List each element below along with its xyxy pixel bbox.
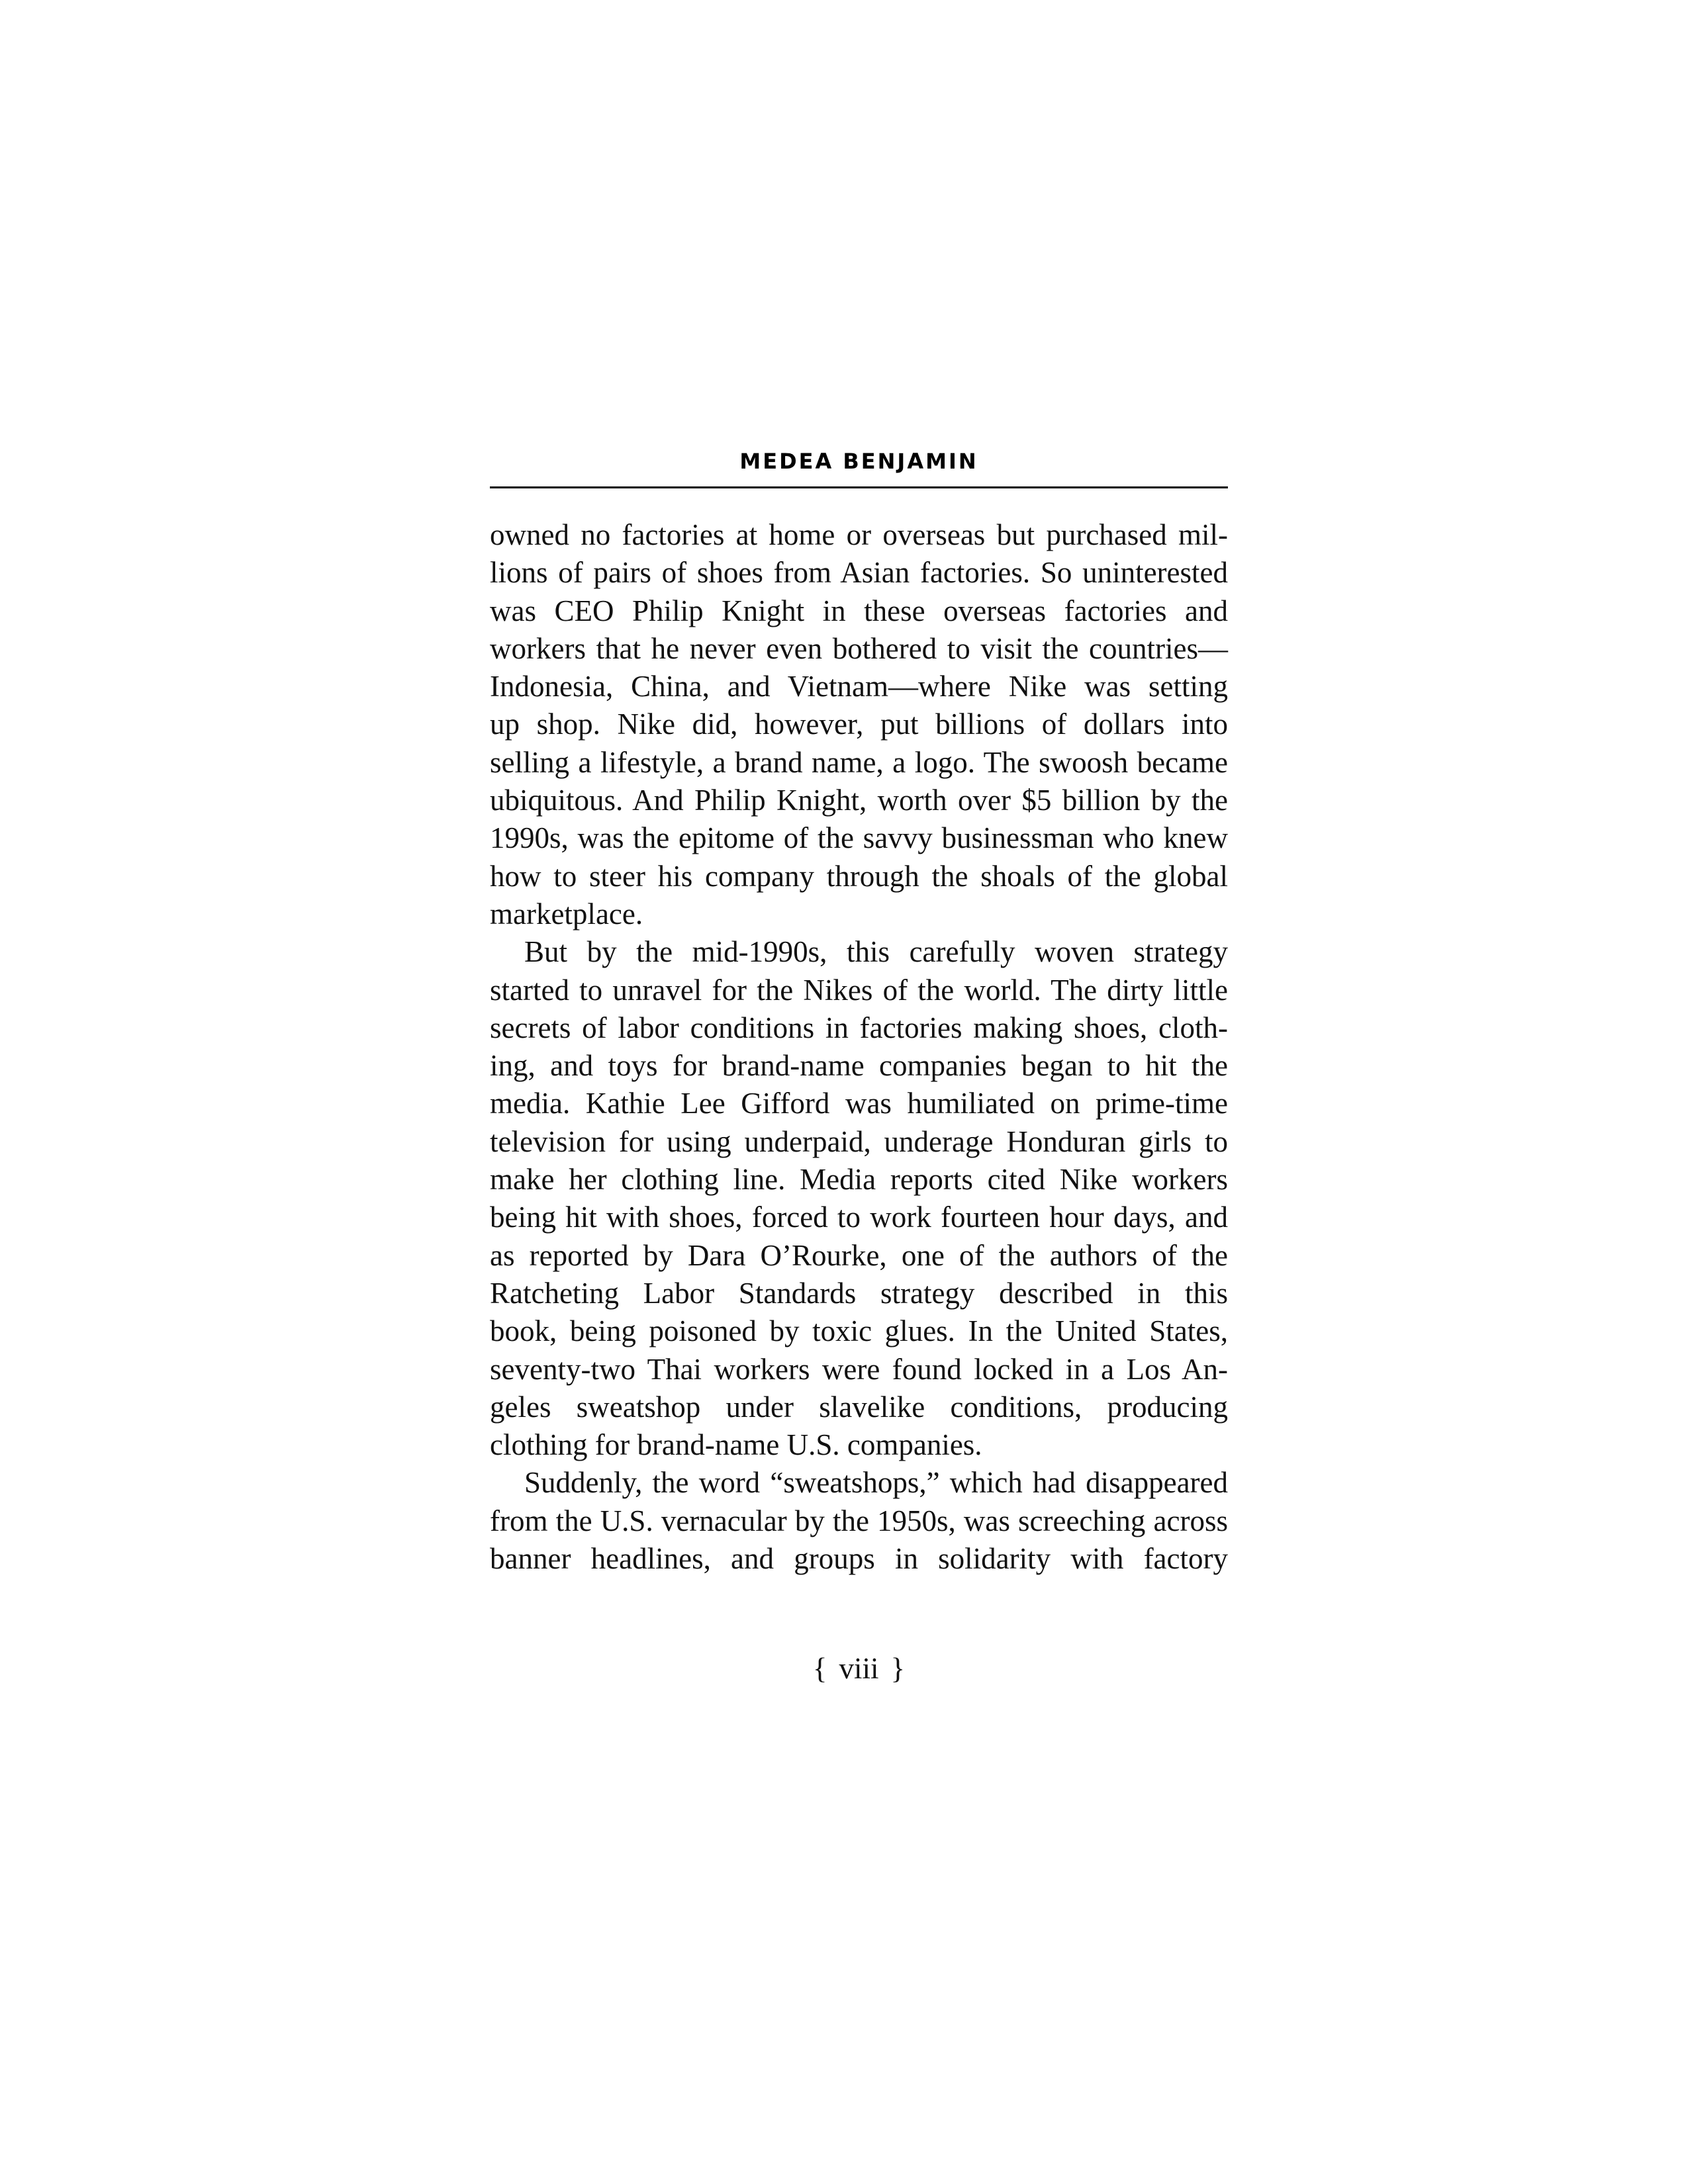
- text-line: was CEO Philip Knight in these overseas factories and: [490, 594, 1228, 627]
- paragraph: [490, 1464, 1228, 1578]
- folio-open-brace: {: [812, 1652, 827, 1685]
- text-line: seventy-two Thai workers were found locked in a Los An-: [490, 1352, 1228, 1386]
- text-line: book, being poisoned by toxic glues. In the United States,: [490, 1314, 1228, 1348]
- text-line: banner headlines, and groups in solidarity with factory: [490, 1542, 1228, 1576]
- text-line: ing, and toys for brand-name companies began to hit the: [490, 1049, 1228, 1083]
- text-line: from the U.S. vernacular by the 1950s, was screeching across: [490, 1504, 1228, 1537]
- text-line: ubiquitous. And Philip Knight, worth over $5 billion by the: [490, 784, 1228, 817]
- text-line: secrets of labor conditions in factories making shoes, cloth-: [490, 1011, 1228, 1044]
- running-head: MEDEA BENJAMIN: [739, 449, 978, 474]
- text-line: marketplace.: [490, 897, 643, 931]
- paragraph: [490, 516, 1228, 933]
- body-text: [490, 516, 1228, 1578]
- text-line: media. Kathie Lee Gifford was humiliated on prime-time: [490, 1087, 1228, 1120]
- text-line: But by the mid-1990s, this carefully woven strategy: [524, 935, 1228, 969]
- paragraph: [490, 933, 1228, 1464]
- text-line: Suddenly, the word “sweatshops,” which had disappeared: [524, 1466, 1228, 1500]
- text-line: selling a lifestyle, a brand name, a logo. The swoosh became: [490, 745, 1228, 779]
- text-line: Indonesia, China, and Vietnam—where Nike was setting: [490, 670, 1228, 704]
- page-number: [490, 1651, 1228, 1686]
- folio-close-brace: }: [890, 1652, 906, 1685]
- text-line: up shop. Nike did, however, put billions of dollars into: [490, 707, 1228, 741]
- text-line: lions of pairs of shoes from Asian factories. So uninterested: [490, 556, 1228, 590]
- text-line: started to unravel for the Nikes of the world. The dirty little: [490, 973, 1228, 1007]
- text-line: workers that he never even bothered to visit the countries—: [490, 631, 1228, 665]
- text-line: geles sweatshop under slavelike conditions, producing: [490, 1390, 1228, 1424]
- header-rule: [490, 486, 1228, 488]
- text-line: how to steer his company through the shoals of the global: [490, 859, 1228, 893]
- folio-number: viii: [839, 1652, 879, 1685]
- text-line: make her clothing line. Media reports cited Nike workers: [490, 1163, 1228, 1197]
- text-line: television for using underpaid, underage Honduran girls to: [490, 1124, 1228, 1158]
- text-line: as reported by Dara O’Rourke, one of the authors of the: [490, 1238, 1228, 1272]
- text-line: being hit with shoes, forced to work fourteen hour days, and: [490, 1201, 1228, 1234]
- text-line: Ratcheting Labor Standards strategy described in this: [490, 1276, 1228, 1310]
- text-line: 1990s, was the epitome of the savvy businessman who knew: [490, 821, 1228, 855]
- text-line: clothing for brand-name U.S. companies.: [490, 1428, 982, 1462]
- text-line: owned no factories at home or overseas but purchased mil-: [490, 518, 1228, 551]
